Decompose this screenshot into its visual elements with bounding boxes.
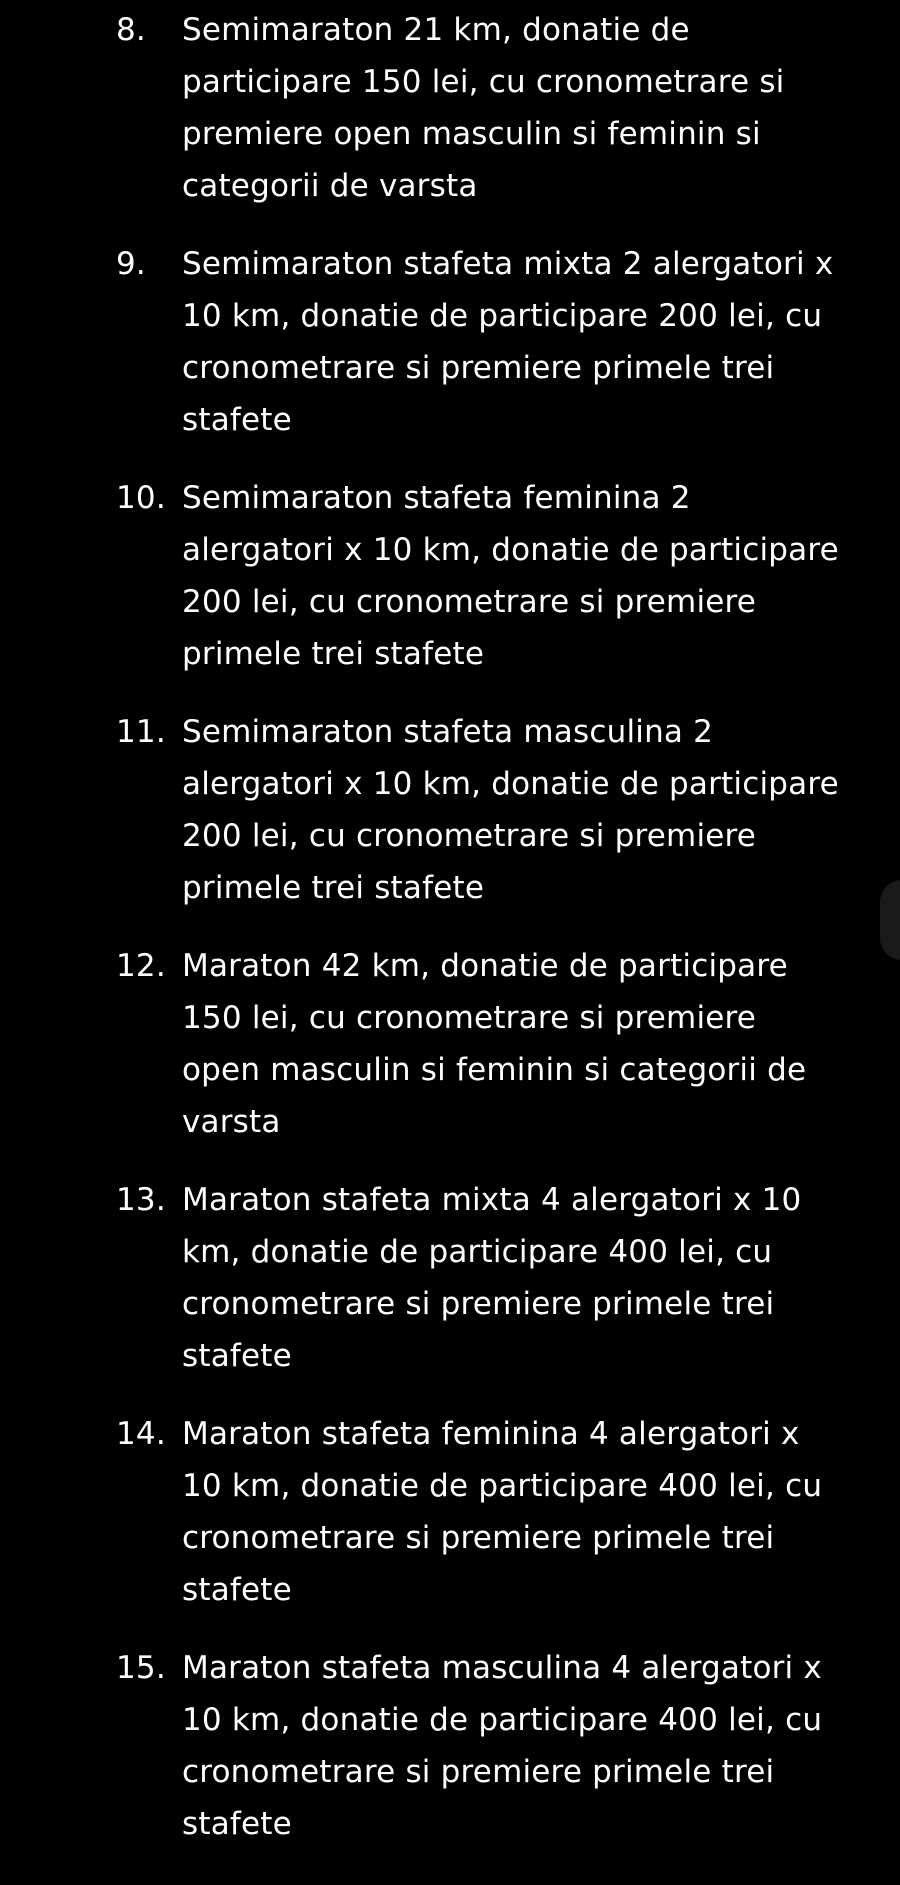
item-number: 8. [116,12,146,48]
item-line: cronometrare si premiere primele trei [182,1754,775,1790]
item-line: 200 lei, cu cronometrare si premiere [182,818,757,854]
item-number: 11. [116,714,166,750]
item-line: 200 lei, cu cronometrare si premiere [182,584,757,620]
item-line: Maraton stafeta mixta 4 alergatori x 10 [182,1182,802,1218]
scroll-handle[interactable] [880,880,900,960]
item-number: 9. [116,246,146,282]
item-line: 150 lei, cu cronometrare si premiere [182,1000,757,1036]
item-line: alergatori x 10 km, donatie de participare [182,532,839,568]
item-text [182,472,862,680]
item-line: stafete [182,402,292,438]
item-number: 12. [116,948,166,984]
item-line: premiere open masculin si feminin si [182,116,761,152]
item-line: 10 km, donatie de participare 400 lei, cu [182,1468,823,1504]
item-number: 13. [116,1182,166,1218]
item-line: km, donatie de participare 400 lei, cu [182,1234,773,1270]
item-line: stafete [182,1338,292,1374]
item-line: Maraton stafeta masculina 4 alergatori x [182,1650,822,1686]
item-line: Semimaraton stafeta mixta 2 alergatori x [182,246,834,282]
item-line: cronometrare si premiere primele trei [182,1286,775,1322]
item-line: Semimaraton stafeta masculina 2 [182,714,714,750]
item-text [182,238,862,446]
item-line: Maraton 42 km, donatie de participare [182,948,788,984]
item-line: varsta [182,1104,281,1140]
item-number: 14. [116,1416,166,1452]
item-line: open masculin si feminin si categorii de [182,1052,807,1088]
item-line: stafete [182,1572,292,1608]
item-number: 10. [116,480,166,516]
item-line: participare 150 lei, cu cronometrare si [182,64,785,100]
item-line: 10 km, donatie de participare 200 lei, cu [182,298,823,334]
item-text [182,940,862,1148]
item-text [182,1174,862,1382]
item-line: primele trei stafete [182,636,485,672]
item-line: categorii de varsta [182,168,478,204]
item-line: Maraton stafeta feminina 4 alergatori x [182,1416,800,1452]
item-line: 10 km, donatie de participare 400 lei, cu [182,1702,823,1738]
item-line: Semimaraton 21 km, donatie de [182,12,690,48]
item-text [182,4,862,212]
item-line: Semimaraton stafeta feminina 2 [182,480,691,516]
item-line: cronometrare si premiere primele trei [182,1520,775,1556]
item-line: stafete [182,1806,292,1842]
item-text [182,706,862,914]
item-text [182,1642,862,1850]
item-line: primele trei stafete [182,870,485,906]
item-line: cronometrare si premiere primele trei [182,350,775,386]
item-text [182,1408,862,1616]
item-number: 15. [116,1650,166,1686]
item-line: alergatori x 10 km, donatie de participare [182,766,839,802]
